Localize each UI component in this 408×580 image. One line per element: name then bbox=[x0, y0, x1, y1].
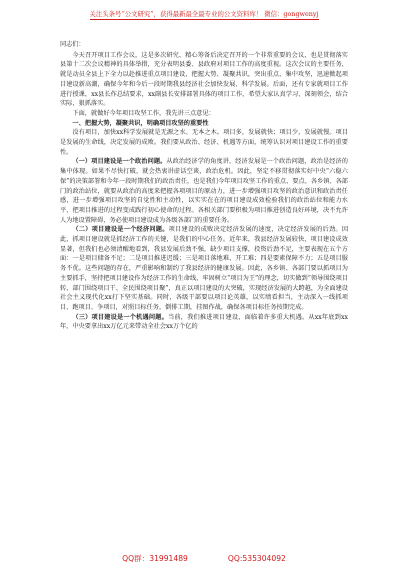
subsection-text: 项目建设的成败决定经济发展的速度，决定经济发展的后劲。因此，抓项目建设就是抓经济工作的关键，是我们的中心任务。近年来，我县经济发展较快，项目建设成效显著，但我们也必须清醒地看到，我县发展后劲不强，缺少项目支撑，投资后劲不足，主要表现在五个方面：一是项目储备不足；二是项目推进迟缓；三是项目落地难、开工难；四是要素保障不力；五是项目服务不优。这些问题的存在，严重影响和制约了我县经济的健康发展。因此，各乡镇、各部门要以抓项目为主要抓手，坚持把项目建设作为经济工作的生命线，牢固树立“项目为王”的理念，切实做到“领导围绕项目转、部门围绕项目干、全民围绕项目聚”，真正以项目建设的大突破，实现经济发展的大跨越，为全面建设社会主义现代化xx打下坚实基础。同时，各级干部要以项目论英雄，以实绩看担当，主动深入一线抓项目、跑项目、争项目，对照目标任务，倒排工期，挂图作战，确保各项目标任务按期完成。 bbox=[60, 226, 349, 311]
subsection-text: 从政治经济学的角度讲，经济发展是一个政治问题，政治是经济的集中体现。如果不尽快打破，就会热衷讲虚话空谈，政治危机。因此，坚定不移贯彻落实好中央“六稳六保”的决策部署和今年一段时期我们的政治责任，也是我们今年项目攻坚工作的重点、要点、各乡镇、各部门的政治站位，就要从政治的高度来把握各项项目的原动力，进一步增强项目攻坚的政治意识和政治责任感，进一步增强项目攻坚的自觉性和主动性，以实实在在的项目建设成效检验我们的政治站位和能力水平，把项目推进的过程变成践行初心使命的过程。各相关部门要积极为项目推进创造良好环境，决不允许人为地设置障碍，务必使项目建设成为各级各部门的重要任务。 bbox=[60, 158, 348, 224]
section-heading: 一、把握大势，凝聚共识，明确项目攻坚的重要性 bbox=[72, 119, 209, 127]
banner-text: 关注头条号“公文研究”，获得最新最全最专业的公文资料库！ 微信：gongwenyj bbox=[89, 10, 319, 18]
greeting: 同志们： bbox=[60, 41, 85, 48]
subsection-lead: （一）项目建设是一个政治问题。 bbox=[72, 158, 167, 166]
header-banner bbox=[0, 6, 408, 22]
subsection-paragraph bbox=[60, 157, 348, 225]
paragraph: 下面，就做好今年项目攻坚工作，我先讲三点意见： bbox=[72, 109, 215, 117]
qq-text: QQ:535304092 bbox=[227, 554, 286, 563]
paragraph: 今天召开项目工作会议，这是多次研究、精心筹备后决定召开的一个非常重要的会议，也是贯彻落实县第十二次会议精神的具体举措，充分表明县委、县政府对项目工作的高度重视。这次会议的主要任务，就是动员全县上下全力以赴推进重点项目建设，把握大势、凝聚共识，突出重点、集中攻坚，迅速掀起项目建设新高潮，确保今年和今后一段时期我县经济社会加快发展、科学发展。后面，还有专家就项目工作进行授课，xx县长作总结要求，xx副县长安排部署具体的项目工作，希望大家认真学习、深刻领会，结合实际，狠抓落实。 bbox=[60, 51, 348, 108]
subsection-paragraph bbox=[60, 225, 348, 312]
subsection-paragraph bbox=[60, 313, 348, 332]
subsection-lead: （二）项目建设是一个经济问题。 bbox=[72, 226, 169, 234]
paragraph: 没有项目，加快xx科学发展就是无源之水、无本之木。项目多，发展就快；项目少，发展就慢。项目是发展的生命线，决定发展的成败。我们要从政治、经济、机遇等方面，统筹认识对项目建设工作的重要性。 bbox=[60, 129, 348, 156]
subsection-lead: （三）项目建设是一个机遇问题。 bbox=[72, 313, 169, 321]
document-body bbox=[60, 40, 348, 332]
qq-group-text: QQ群：31991489 bbox=[122, 554, 188, 563]
footer-contacts bbox=[0, 552, 408, 566]
subsection-text: 当前，我们推进项目建设，面临着许多重大机遇。从xx年底到xx年，中央要拿出xx万亿元来带动全社会xx万个亿的 bbox=[60, 313, 348, 331]
